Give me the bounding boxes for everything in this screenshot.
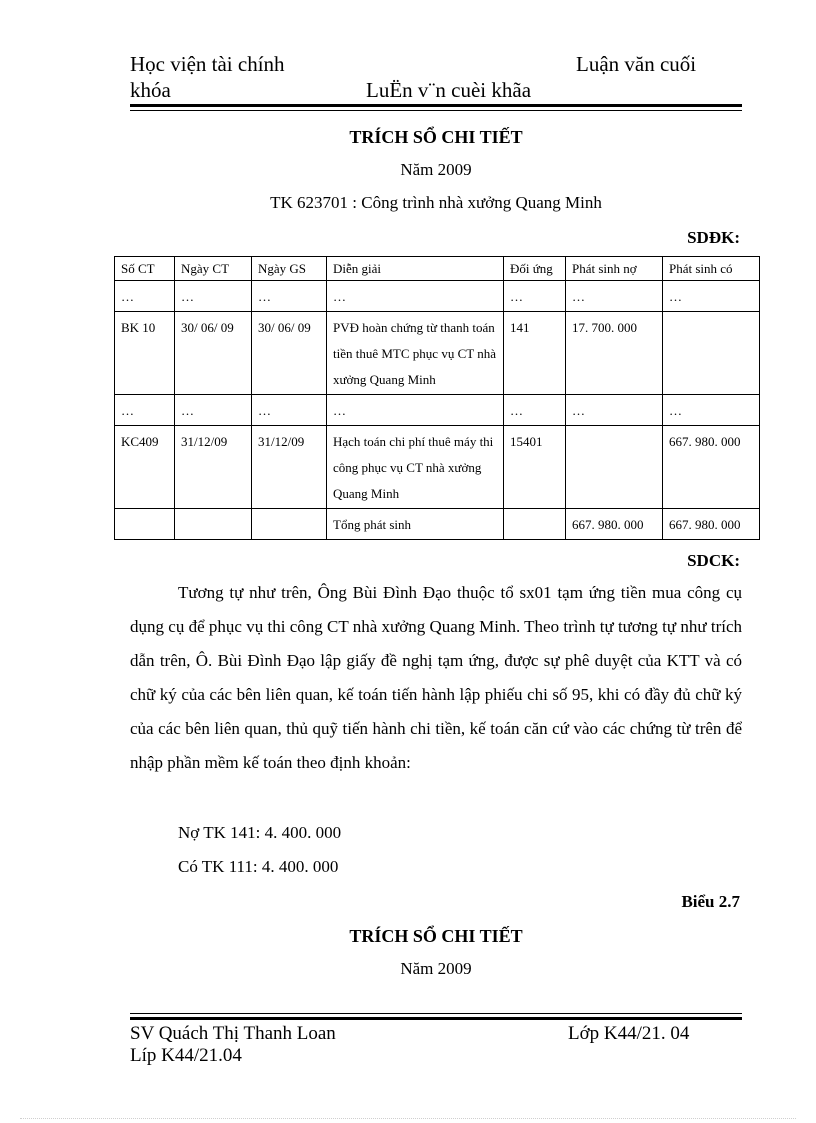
table-cell: PVĐ hoàn chứng từ thanh toán tiền thuê MTC phục vụ CT nhà xưởng Quang Minh — [327, 312, 504, 395]
header-institution-cont: khóa — [130, 78, 171, 102]
col-header-description: Diễn giải — [327, 257, 504, 281]
table-cell: … — [504, 395, 566, 426]
table-cell: … — [566, 281, 663, 312]
credit-entry: Có TK 111: 4. 400. 000 — [178, 857, 339, 876]
col-header-voucher-date: Ngày CT — [175, 257, 252, 281]
table-cell: 15401 — [504, 426, 566, 509]
table-row — [115, 312, 760, 395]
table-cell: 17. 700. 000 — [566, 312, 663, 395]
ledger-title: TRÍCH SỔ CHI TIẾT — [349, 127, 523, 147]
header-rule-thick — [130, 104, 742, 107]
table-cell — [175, 509, 252, 540]
table-cell: 31/12/09 — [252, 426, 327, 509]
footer-class: Lớp K44/21. 04 — [568, 1023, 690, 1044]
header-document-type: Luận văn cuối — [576, 52, 697, 76]
ledger-account: TK 623701 : Công trình nhà xưởng Quang Minh — [270, 193, 602, 212]
table-cell: … — [175, 395, 252, 426]
ledger-year: Năm 2009 — [400, 160, 472, 179]
col-header-posting-date: Ngày GS — [252, 257, 327, 281]
table-cell: BK 10 — [115, 312, 175, 395]
header-rule-thin — [130, 110, 742, 111]
col-header-counter-account: Đối ứng — [504, 257, 566, 281]
table-cell: … — [327, 395, 504, 426]
table-cell: … — [327, 281, 504, 312]
table-cell: 667. 980. 000 — [663, 509, 760, 540]
table-cell: … — [663, 395, 760, 426]
table-row — [115, 426, 760, 509]
table-cell — [566, 426, 663, 509]
header-institution: Học viện tài chính — [130, 52, 285, 76]
footer-rule-thick — [130, 1017, 742, 1020]
col-header-debit: Phát sinh nợ — [566, 257, 663, 281]
table-header-row — [115, 257, 760, 281]
table-cell — [504, 509, 566, 540]
table-cell: … — [252, 281, 327, 312]
ledger-table — [114, 256, 760, 540]
table-row — [115, 281, 760, 312]
table-cell: 667. 980. 000 — [566, 509, 663, 540]
table-cell: … — [566, 395, 663, 426]
table-cell: … — [115, 281, 175, 312]
col-header-voucher-no: Số CT — [115, 257, 175, 281]
table-cell — [252, 509, 327, 540]
footer-class-legacy: Líp K44/21.04 — [130, 1045, 242, 1066]
table-cell: 31/12/09 — [175, 426, 252, 509]
footer-rule-thin — [130, 1013, 742, 1014]
opening-balance-label: SDĐK: — [687, 228, 740, 247]
debit-entry: Nợ TK 141: 4. 400. 000 — [178, 823, 342, 842]
table-cell: Tổng phát sinh — [327, 509, 504, 540]
table-cell: … — [663, 281, 760, 312]
table-cell — [663, 312, 760, 395]
table-total-row — [115, 509, 760, 540]
table-cell: 141 — [504, 312, 566, 395]
table-cell: 30/ 06/ 09 — [175, 312, 252, 395]
form-label: Biểu 2.7 — [681, 892, 740, 911]
table-row — [115, 395, 760, 426]
table-cell — [115, 509, 175, 540]
header-legacy-title: LuËn v¨n cuèi khãa — [366, 78, 532, 102]
table-cell: … — [504, 281, 566, 312]
col-header-credit: Phát sinh có — [663, 257, 760, 281]
table-cell: … — [252, 395, 327, 426]
table-cell: KC409 — [115, 426, 175, 509]
table-cell: Hạch toán chi phí thuê máy thi công phục vụ CT nhà xưởng Quang Minh — [327, 426, 504, 509]
table-cell: 667. 980. 000 — [663, 426, 760, 509]
page-bottom-border — [20, 1118, 796, 1119]
table-cell: … — [115, 395, 175, 426]
table-cell: 30/ 06/ 09 — [252, 312, 327, 395]
body-paragraph: Tương tự như trên, Ông Bùi Đình Đạo thuộc tổ sx01 tạm ứng tiền mua công cụ dụng cụ để phục vụ thi công CT nhà xưởng Quang Minh. Theo trình tự tương tự như trích dẫn trên, Ô. Bùi Đình Đạo lập giấy đề nghị tạm ứng, được sự phê duyệt của KTT và có chữ ký của các bên liên quan, kế toán tiến hành lập phiếu chi số 95, khi có đầy đủ chữ ký của các bên liên quan, thủ quỹ tiến hành chi tiền, kế toán căn cứ vào các chứng từ trên để nhập phần mềm kế toán theo định khoản: — [130, 583, 742, 772]
ledger-title-2: TRÍCH SỔ CHI TIẾT — [349, 926, 523, 946]
table-cell: … — [175, 281, 252, 312]
closing-balance-label: SDCK: — [687, 551, 740, 570]
footer-student: SV Quách Thị Thanh Loan — [130, 1023, 336, 1044]
ledger-year-2: Năm 2009 — [400, 959, 472, 978]
